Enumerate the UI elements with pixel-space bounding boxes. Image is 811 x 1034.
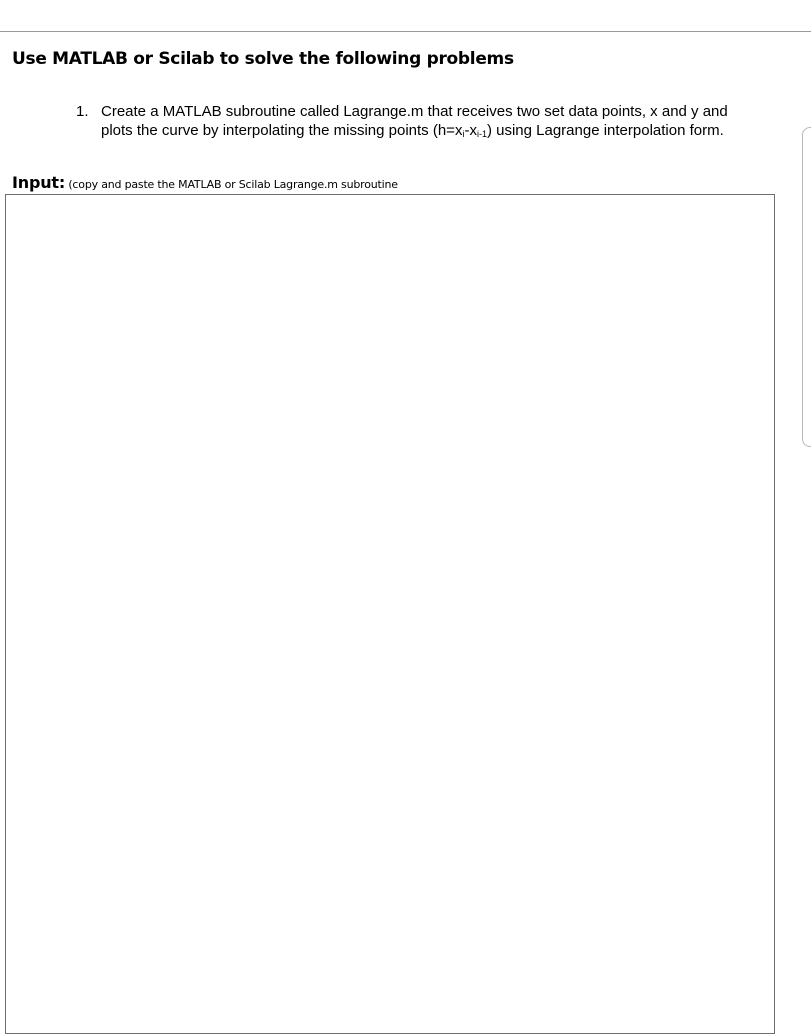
problem-text bbox=[101, 102, 776, 140]
problem-line-2-start: plots the curve by interpolating the missing points (h=x bbox=[101, 122, 463, 139]
input-label: Input: bbox=[12, 173, 66, 192]
subscript-i: i bbox=[462, 129, 465, 139]
problem-line-2-minus: -x bbox=[464, 122, 477, 139]
side-panel-tab[interactable] bbox=[802, 127, 811, 447]
input-section-label bbox=[12, 173, 398, 193]
problem-line-1: Create a MATLAB subroutine called Lagrange.m that receives two set data points, x and y and bbox=[101, 103, 728, 120]
problem-number: 1. bbox=[76, 103, 89, 120]
answer-input-box[interactable] bbox=[5, 194, 775, 1034]
input-hint: (copy and paste the MATLAB or Scilab Lagrange.m subroutine bbox=[65, 178, 398, 191]
problem-line-2-end: ) using Lagrange interpolation form. bbox=[486, 122, 724, 139]
page-top-divider bbox=[0, 31, 811, 32]
subscript-i-minus-1: i-1 bbox=[476, 129, 487, 139]
problem-item-1 bbox=[76, 102, 776, 140]
page-heading: Use MATLAB or Scilab to solve the following problems bbox=[12, 49, 514, 69]
